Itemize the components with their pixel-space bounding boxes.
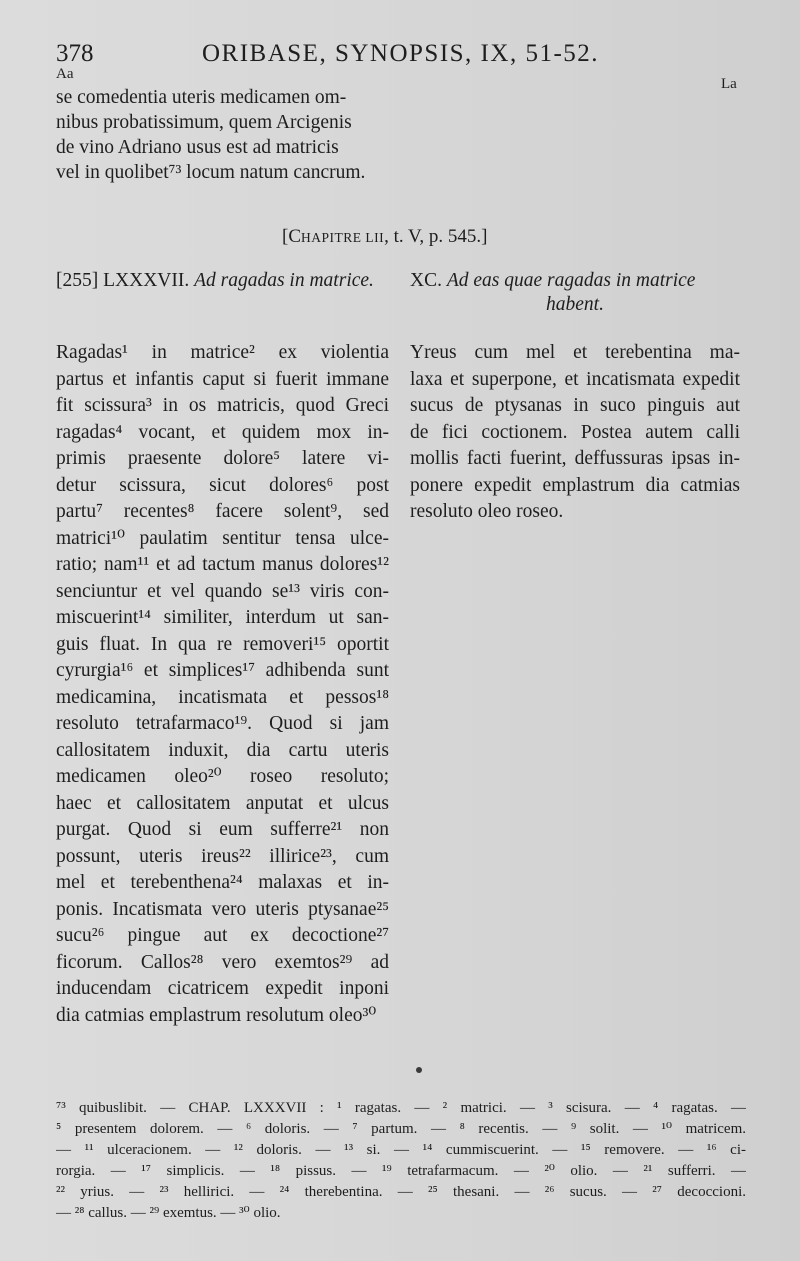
footnote-line: — ¹¹ ulceracionem. — ¹² doloris. — ¹³ si. — ¹⁴ cummiscuerint. — ¹⁵ removere. — ¹⁶ ci- [56,1142,746,1158]
left-column-line: partu⁷ recentes⁸ facere solent⁹, sed [56,501,389,522]
left-column-line: senciuntur et vel quando se¹³ viris con- [56,580,389,602]
footnote-line: — ²⁸ callus. — ²⁹ exemtus. — ³⁰ olio. [56,1205,281,1221]
left-chapter-heading [56,270,374,292]
left-column-line: matrici¹⁰ paulatim sentitur tensa ulce- [56,527,389,549]
left-column-line: detur scissura, sicut dolores⁶ post [56,474,389,496]
left-column-line: callositatem induxit, dia cartu uteris [56,739,389,761]
left-column-line: possunt, uteris ireus²² illirice²³, cum [56,845,389,867]
right-column-line: Yreus cum mel et terebentina ma- [410,342,740,363]
chapter-ref-prefix: [C [282,226,301,247]
left-column-line: guis fluat. In qua re removeri¹⁵ oportit [56,633,389,655]
left-column-line: medicamina, incatismata et pessos¹⁸ [56,686,389,708]
right-chapter-heading [410,270,695,292]
intro-line: de vino Adriano usus est ad matricis [56,137,339,158]
chapter-ref-suffix: , t. V, p. 545.] [384,226,488,247]
running-title: ORIBASE, SYNOPSIS, IX, 51-52. [202,40,600,67]
left-column-line: dia catmias emplastrum resolutum oleo³⁰ [56,1004,377,1026]
intro-line: nibus probatissimum, quem Arcigenis [56,112,352,133]
right-column-line: sucus de ptysanas in suco pinguis aut [410,395,740,416]
right-column-line: laxa et superpone, et incatismata expedit [410,368,740,390]
page-number: 378 [56,40,94,67]
left-column-line: ficorum. Callos²⁸ vero exemtos²⁹ ad [56,951,389,973]
left-column-line: miscuerint¹⁴ similiter, interdum ut san- [56,607,389,628]
printer-mark [416,1067,422,1073]
intro-line: se comedentia uteris medicamen om- [56,87,347,108]
footnote-line: ⁵ presentem dolorem. — ⁶ doloris. — ⁷ partum. — ⁸ recentis. — ⁹ solit. — ¹⁰ matricem. [56,1121,746,1137]
manuscript-siglum-left: Aa [56,66,74,82]
right-column-line: resoluto oleo roseo. [410,501,564,522]
right-heading-number: XC. [410,270,442,291]
left-column-line: inducendam cicatricem expedit inponi [56,978,389,999]
right-column [410,340,740,526]
left-column-line: primis praesente dolore⁵ latere vi- [56,448,389,469]
chapter-reference [282,226,487,248]
left-column [56,340,389,1029]
left-heading-number: [255] LXXXVII. [56,270,190,291]
intro-line: vel in quolibet⁷³ locum natum cancrum. [56,162,366,183]
left-column-line: ratio; nam¹¹ et ad tactum manus dolores¹² [56,554,389,575]
left-column-line: Ragadas¹ in matrice² ex violentia [56,342,389,363]
left-column-line: haec et callositatem anputat et ulcus [56,792,389,814]
footnote-line: ²² yrius. — ²³ hellirici. — ²⁴ therebentina. — ²⁵ thesani. — ²⁶ sucus. — ²⁷ decoccioni. [56,1184,746,1200]
manuscript-siglum-right: La [721,76,737,92]
right-heading-title-cont: habent. [546,294,604,315]
right-column-line: mollis facti fuerint, deffussuras ipsas in- [410,448,740,469]
left-column-line: ragadas⁴ vocant, et quidem mox in- [56,421,389,443]
footnote-line: ⁷³ quibuslibit. — CHAP. LXXXVII : ¹ ragatas. — ² matrici. — ³ scisura. — ⁴ ragatas. — [56,1100,746,1116]
footnotes [56,1098,746,1224]
left-column-line: resoluto tetrafarmaco¹⁹. Quod si jam [56,713,389,734]
chapter-ref-smallcaps: HAPITRE LII [301,230,385,245]
left-column-line: purgat. Quod si eum sufferre²¹ non [56,819,389,840]
left-column-line: medicamen oleo²⁰ roseo resoluto; [56,766,389,787]
right-heading-title: Ad eas quae ragadas in matrice [446,270,696,291]
left-column-line: mel et terebenthena²⁴ malaxas et in- [56,872,389,893]
left-heading-title: Ad ragadas in matrice. [194,270,374,291]
left-column-line: sucu²⁶ pingue aut ex decoctione²⁷ [56,925,389,946]
left-column-line: fit scissura³ in os matricis, quod Greci [56,395,389,416]
right-column-line: de fici coctionem. Postea autem calli [410,421,740,443]
left-column-line: cyrurgia¹⁶ et simplices¹⁷ adhibenda sunt [56,660,389,681]
left-column-line: partus et infantis caput si fuerit immane [56,368,389,390]
footnote-line: rorgia. — ¹⁷ simplicis. — ¹⁸ pissus. — ¹⁹ tetrafarmacum. — ²⁰ olio. — ²¹ sufferri. — [56,1163,746,1179]
right-column-line: ponere expedit emplastrum dia catmias [410,474,740,496]
left-column-line: ponis. Incatismata vero uteris ptysanae²⁵ [56,898,389,920]
